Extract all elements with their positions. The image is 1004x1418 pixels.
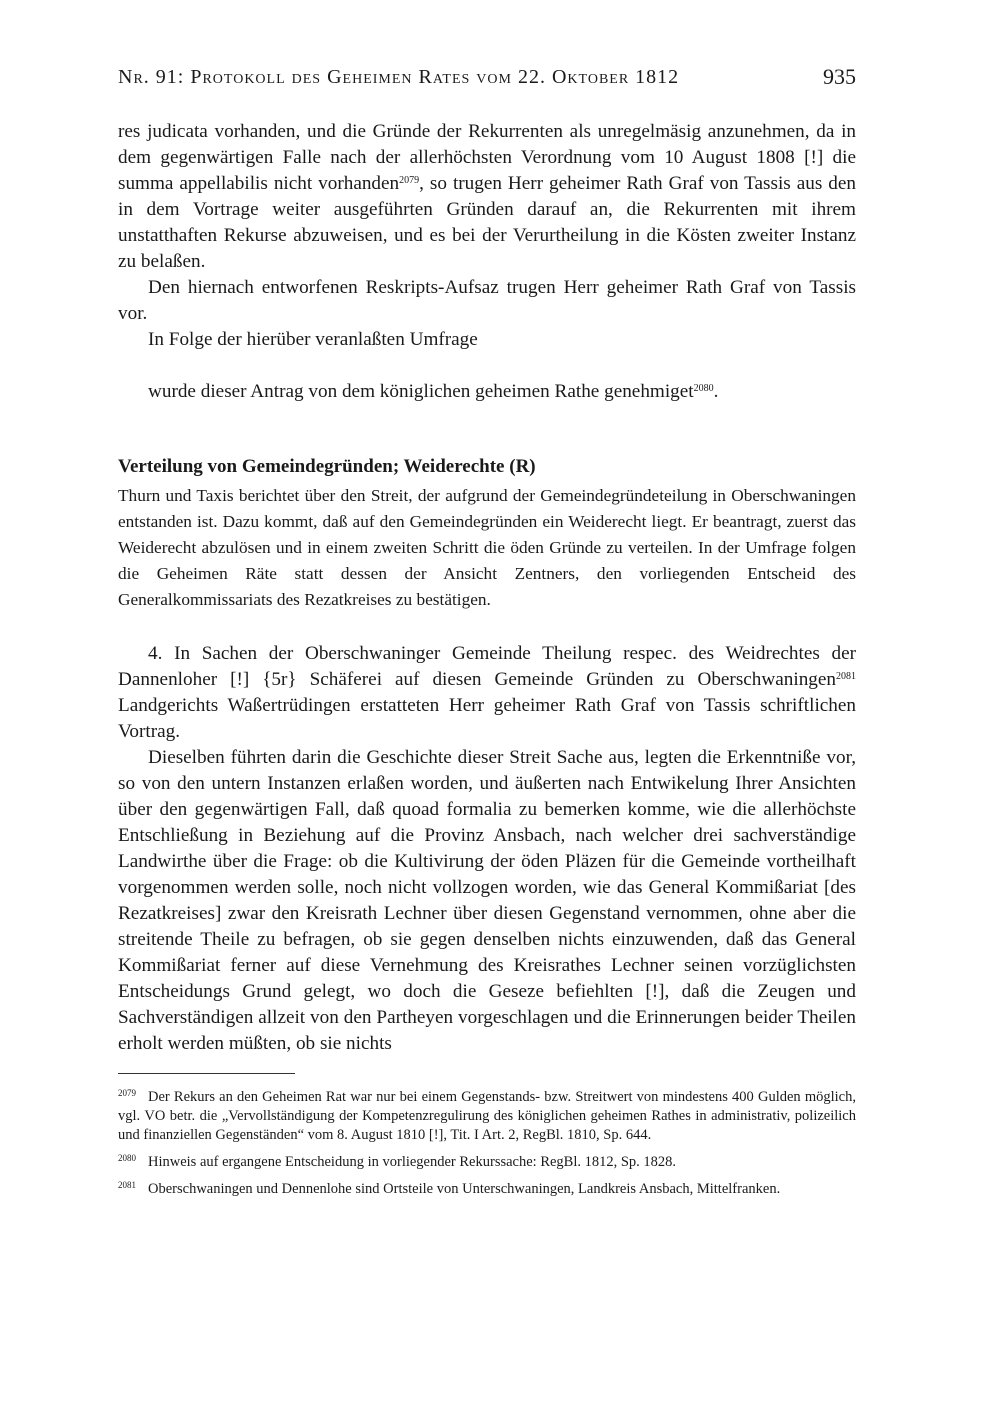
paragraph: Dieselben führten darin die Geschichte dieser Streit Sache aus, legten die Erkenntniße vor, so von den untern Instanzen erlaßen worden, und äußerten nach Entwikelung Ihrer Ansichten über den gegenwärtigen Fall, daß quoad formalia zu bemerken komme, wie die allerhöchste Entschließung in Beziehung auf die Provinz Ansbach, nach welcher drei sachverständige Landwirthe über die Frage: ob die Kultivirung der öden Pläzen für die Gemeinde vortheilhaft vorgenommen werden solle, noch nicht vollzogen worden, wie das General Kommißariat [des Rezatkreises] zwar den Kreisrath Lechner über diesen Gegenstand vernommen, ohne aber die streitende Theile zu befragen, ob sie gegen denselben nichts einzuwenden, daß das General Kommißariat ferner auf diese Vernehmung des Kreisrathes Lechner seinen vorzüglichsten Entscheidungs Grund gelegt, wo doch die Geseze befiehlten [!], daß die Zeugen und Sachverständigen allzeit von den Partheyen vorgeschlagen und die Erinnerungen beider Theilen erholt werden müßten, ob sie nichts bbox=[118, 747, 856, 1054]
protocol-text-top bbox=[118, 119, 856, 405]
footnote-number: 2081 bbox=[118, 1180, 136, 1190]
paragraph: 4. In Sachen der Oberschwaninger Gemeinde Theilung respec. des Weidrechtes der Dannenloher [!] {5r} Schäferei auf diesen Gemeinde Gründen zu Oberschwaningen$^{2081}$ Landgerichts Waßertrüdingen erstatteten Herr geheimer Rath Graf von Tassis schriftlichen Vortrag. bbox=[118, 643, 856, 742]
footnote-ref[interactable]: 2079 bbox=[399, 175, 420, 186]
footnote-number: 2080 bbox=[118, 1153, 136, 1163]
page-number: 935 bbox=[823, 64, 856, 89]
footnote-ref[interactable]: 2080 bbox=[693, 383, 714, 394]
footnotes bbox=[118, 1088, 856, 1207]
paragraph: Den hiernach entworfenen Reskripts-Aufsaz trugen Herr geheimer Rath Graf von Tassis vor. bbox=[118, 277, 856, 324]
paragraph: In Folge der hierüber veranlaßten Umfrage bbox=[148, 329, 478, 350]
footnote-number: 2079 bbox=[118, 1088, 136, 1098]
paragraph: res judicata vorhanden, und die Gründe der Rekurrenten als unregelmäsig anzunehmen, da in dem gegenwärtigen Falle nach der allerhöchsten Verordnung vom 10 August 1808 [!] die summa appellabilis nicht vorhanden$^{2079}$, so trugen Herr geheimer Rath Graf von Tassis aus den in dem Vortrage weiter ausgeführten Gründen darauf an, die Rekurrenten mit ihrem unstatthaften Rekurse abzuweisen, und es bei der Verurtheilung in die Kösten zweiter Instanz zu belaßen. bbox=[118, 121, 856, 272]
footnote: $^{2081}$ Oberschwaningen und Dennenlohe sind Ortsteile von Unterschwaningen, Landkreis Ansbach, Mittelfranken. bbox=[118, 1180, 781, 1197]
footnote: $^{2079}$ Der Rekurs an den Geheimen Rat war nur bei einem Gegenstands- bzw. Streitwert von mindestens 400 Gulden möglich, vgl. VO betr. die „Vervollständigung der Kompetenzregulirung des königlichen geheimen Rathes in administrativ, polizeilich und finanziellen Gegenständen“ vom 8. August 1810 [!], Tit. I Art. 2, RegBl. 1810, Sp. 644. bbox=[118, 1088, 856, 1143]
protocol-text-bottom bbox=[118, 641, 856, 1057]
footnote-divider bbox=[118, 1073, 295, 1074]
section-summary bbox=[118, 483, 856, 613]
paragraph: wurde dieser Antrag von dem königlichen geheimen Rathe genehmiget$^{2080}$. bbox=[148, 381, 719, 402]
section-heading: Verteilung von Gemeindegründen; Weiderechte (R) bbox=[118, 456, 536, 477]
summary-text: Thurn und Taxis berichtet über den Streit, der aufgrund der Gemeindegründeteilung in Oberschwaningen entstanden ist. Dazu kommt, daß auf den Gemeindegründen ein Weiderecht liegt. Er beantragt, zuerst das Weiderecht abzulösen und in einem zweiten Schritt die öden Gründe zu verteilen. In der Umfrage folgen die Geheimen Räte statt dessen der Ansicht Zentners, den vorliegenden Entscheid des Generalkommissariats des Rezatkreises zu bestätigen. bbox=[118, 486, 856, 609]
footnote: $^{2080}$ Hinweis auf ergangene Entscheidung in vorliegender Rekurssache: RegBl. 1812, Sp. 1828. bbox=[118, 1153, 677, 1170]
footnote-ref[interactable]: 2081 bbox=[836, 671, 856, 682]
running-header-title: Nr. 91: Protokoll des Geheimen Rates vom 22. Oktober 1812 bbox=[118, 66, 680, 88]
